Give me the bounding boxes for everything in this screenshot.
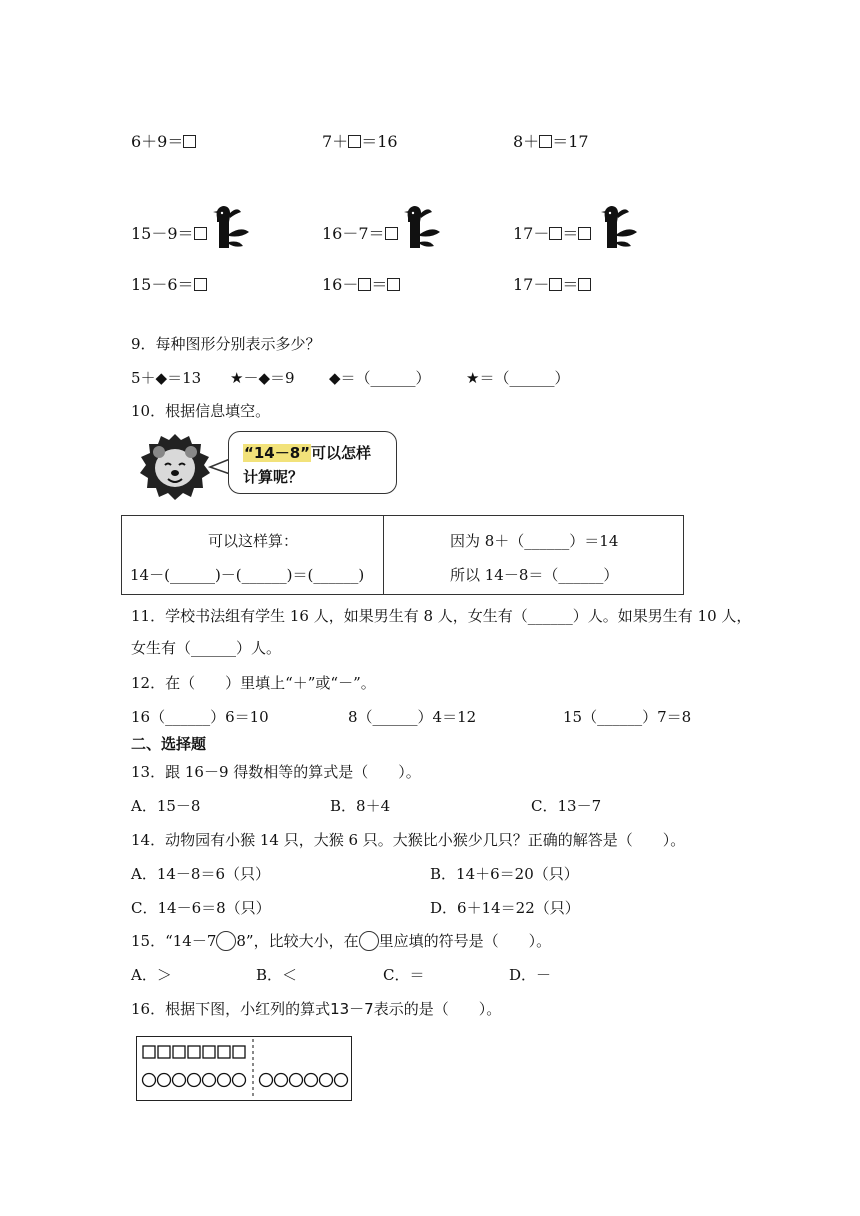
answer-box[interactable] <box>539 135 552 148</box>
q13-option-b[interactable]: B．8＋4 <box>330 797 391 815</box>
q10-title: 10．根据信息填空。 <box>131 402 271 420</box>
section-title: 二、选择题 <box>131 735 207 753</box>
answer-box[interactable] <box>183 135 196 148</box>
eq-row2-c: 17－ ＝ <box>513 221 591 244</box>
q9-blank-star[interactable]: ★＝（______） <box>466 369 570 387</box>
q10-left-title: 可以这样算： <box>208 532 299 550</box>
bird-on-branch-icon <box>394 204 444 248</box>
eq-row2-a: 15－9＝ <box>131 221 207 244</box>
diagram-svg <box>137 1037 351 1100</box>
q15-option-d[interactable]: D．－ <box>509 966 552 984</box>
eq-row1-b: 7＋ ＝16 <box>322 132 398 151</box>
q10-table <box>121 515 684 595</box>
q11-line2: 女生有（______）人。 <box>131 639 282 657</box>
eq-row1-c: 8＋ ＝17 <box>513 132 589 151</box>
q10-left-expr[interactable]: 14－(______)－(______)＝(______) <box>130 566 365 584</box>
bubble-line2: 计算呢？ <box>243 468 304 486</box>
q15-title: 15．“14－7 8”，比较大小，在 里应填的符号是（ ）。 <box>131 932 552 950</box>
eq-row1-a: 6＋9＝ <box>131 129 196 152</box>
q12-b[interactable]: 8（______）4＝12 <box>348 708 477 726</box>
lion-icon <box>137 432 213 502</box>
q14-title: 14．动物园有小猴 14 只，大猴 6 只。大猴比小猴少几只？正确的解答是（ ）。 <box>131 831 686 849</box>
q10-right-line1[interactable]: 因为 8＋（______）＝14 <box>450 532 619 550</box>
compare-circle-icon[interactable] <box>216 931 236 951</box>
eq-row2-b: 16－7＝ <box>322 221 398 244</box>
q15-option-b[interactable]: B．＜ <box>256 966 298 984</box>
answer-box[interactable] <box>578 227 591 240</box>
q15-option-a[interactable]: A．＞ <box>131 966 172 984</box>
answer-box[interactable] <box>549 227 562 240</box>
q12-c[interactable]: 15（______）7＝8 <box>563 708 692 726</box>
answer-box[interactable] <box>549 278 562 291</box>
q13-title: 13．跟 16－9 得数相等的算式是（ ）。 <box>131 763 421 781</box>
q11-line1: 11．学校书法组有学生 16 人，如果男生有 8 人，女生有（______）人。如果男生有 10 人， <box>131 607 752 625</box>
answer-box[interactable] <box>358 278 371 291</box>
q10-right-line2[interactable]: 所以 14－8＝（______） <box>450 566 619 584</box>
q12-title: 12．在（ ）里填上“＋”或“－”。 <box>131 674 376 692</box>
answer-box[interactable] <box>348 135 361 148</box>
eq-row3-a: 15－6＝ <box>131 272 207 295</box>
q9-eq1: 5＋◆＝13 <box>131 369 202 387</box>
q9-title: 9．每种图形分别表示多少？ <box>131 335 321 353</box>
bird-on-branch-icon <box>591 204 641 248</box>
circle-icon <box>359 931 379 951</box>
q12-a[interactable]: 16（______）6＝10 <box>131 708 269 726</box>
answer-box[interactable] <box>194 278 207 291</box>
q14-option-d[interactable]: D．6＋14＝22（只） <box>430 899 580 917</box>
q14-option-a[interactable]: A．14－8＝6（只） <box>131 865 271 883</box>
eq-row3-c: 17－ ＝ <box>513 272 591 295</box>
q16-title: 16．根据下图，小红列的算式13－7表示的是（ ）。 <box>131 1000 502 1018</box>
bubble-highlight: “14－8” <box>244 444 311 462</box>
speech-bubble: “14－8”可以怎样 计算呢？ <box>228 431 397 494</box>
q13-option-a[interactable]: A．15－8 <box>131 797 201 815</box>
q13-option-c[interactable]: C．13－7 <box>531 797 602 815</box>
q9-eq2: ★－◆＝9 <box>230 369 295 387</box>
q9-blank-diamond[interactable]: ◆＝（______） <box>329 369 431 387</box>
q14-option-b[interactable]: B．14＋6＝20（只） <box>430 865 579 883</box>
answer-box[interactable] <box>387 278 400 291</box>
q14-option-c[interactable]: C．14－6＝8（只） <box>131 899 271 917</box>
squares-circles-diagram <box>136 1036 352 1101</box>
bird-on-branch-icon <box>203 204 253 248</box>
eq-row3-b: 16－ ＝ <box>322 272 400 295</box>
answer-box[interactable] <box>578 278 591 291</box>
q15-option-c[interactable]: C．＝ <box>383 966 425 984</box>
